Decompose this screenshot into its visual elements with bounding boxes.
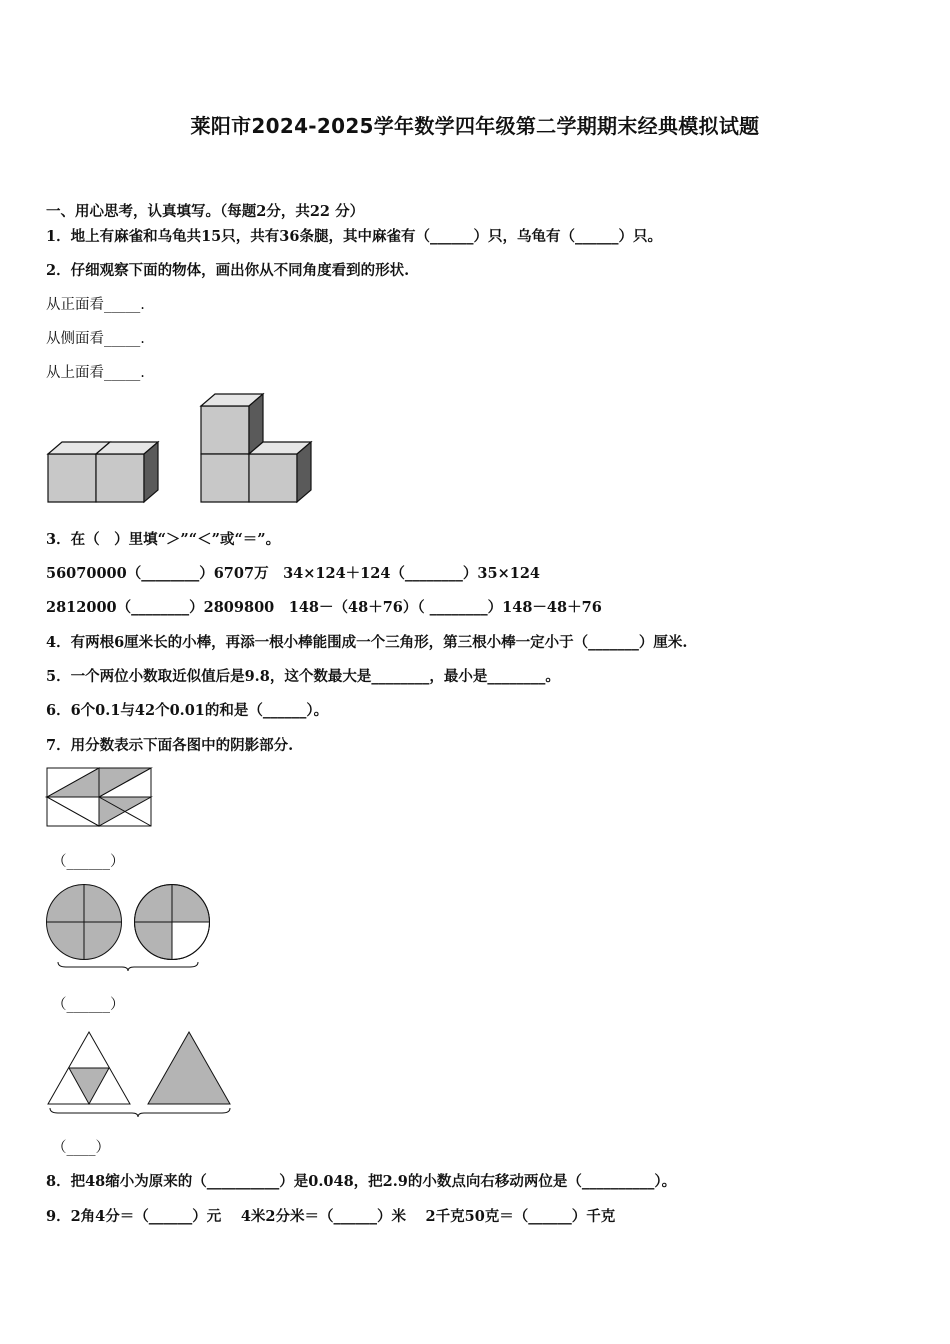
q2-side-view: 从侧面看_____.	[46, 331, 145, 347]
section-heading: 一、用心思考，认真填写。（每题2分，共22 分）	[46, 203, 365, 220]
question-8: 8．把48缩小为原来的（__________）是0.048，把2.9的小数点向右移动两位是（__________）。	[46, 1173, 677, 1190]
q7-answer-1: （______）	[52, 854, 125, 870]
q2-top-view: 从上面看_____.	[46, 365, 145, 381]
question-9: 9．2角4分＝（______）元 4米2分米＝（______）米 2千克50克＝（______）千克	[46, 1208, 616, 1225]
q7-rectangle-figure	[45, 766, 155, 830]
question-6: 6．6个0.1与42个0.01的和是（______）。	[46, 702, 329, 719]
q3-row-1: 56070000（________）6707万 34×124＋124（________）35×124	[46, 565, 541, 582]
cube-left-2	[96, 442, 158, 502]
q2-cubes-figure	[44, 392, 324, 507]
question-5: 5．一个两位小数取近似值后是9.8，这个数最大是________，最小是________。	[46, 668, 560, 685]
q7-answer-2: （______）	[52, 997, 125, 1013]
q3-row-2: 2812000（________）2809800 148－（48＋76）（ ________）148－48＋76	[46, 599, 602, 616]
q7-circles-figure	[44, 882, 216, 972]
page-title: 莱阳市2024-2025学年数学四年级第二学期期末经典模拟试题	[190, 114, 760, 138]
question-1: 1．地上有麻雀和乌龟共15只，共有36条腿，其中麻雀有（______）只，乌龟有（______）只。	[46, 228, 662, 245]
cube-right-bottom-2	[249, 442, 311, 502]
question-4: 4．有两根6厘米长的小棒，再添一根小棒能围成一个三角形，第三根小棒一定小于（_______）厘米.	[46, 634, 688, 651]
question-7: 7．用分数表示下面各图中的阴影部分.	[46, 737, 294, 754]
cube-right-bottom-1	[201, 454, 249, 502]
question-2: 2．仔细观察下面的物体，画出你从不同角度看到的形状.	[46, 262, 410, 279]
cube-right-top	[201, 394, 263, 454]
q7-triangles-figure	[44, 1028, 236, 1120]
q7-answer-3: （____）	[52, 1140, 110, 1156]
q2-front-view: 从正面看_____.	[46, 297, 145, 313]
question-3: 3．在（ ）里填“＞”“＜”或“＝”。	[46, 531, 281, 548]
